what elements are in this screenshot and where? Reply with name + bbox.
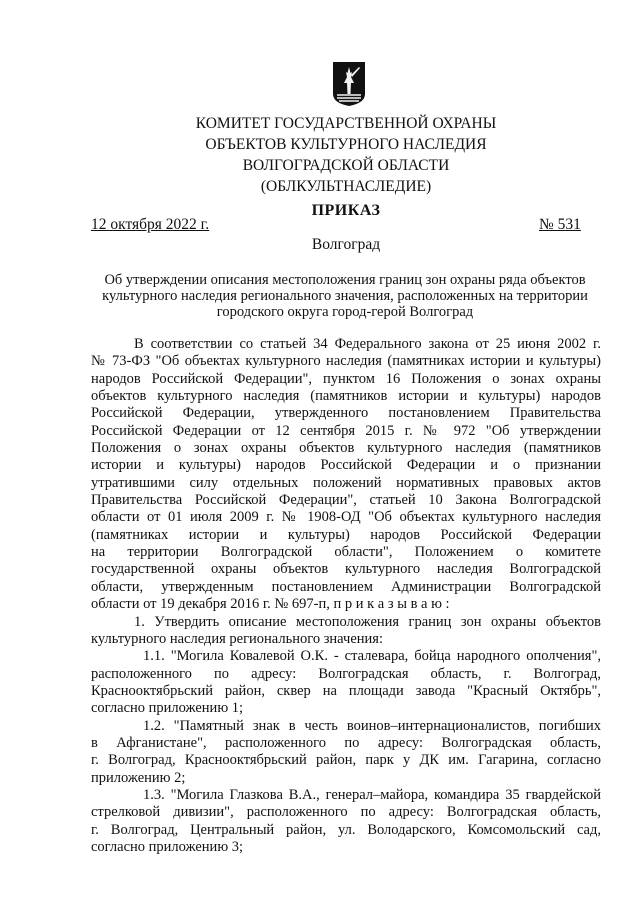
org-line: КОМИТЕТ ГОСУДАРСТВЕННОЙ ОХРАНЫ — [195, 115, 497, 132]
body-line: области от 01 июля 2009 г. № 1908-ОД "Об объектах культурного наследия — [91, 509, 601, 526]
org-line: ОБЪЕКТОВ КУЛЬТУРНОГО НАСЛЕДИЯ — [205, 136, 487, 153]
volgograd-emblem-icon — [332, 61, 366, 107]
body-line: (памятниках истории и культуры) народов Российской Федерации — [91, 526, 601, 543]
body-line: Краснооктябрьский район, сквер на площади завода "Красный Октябрь", — [91, 682, 601, 699]
order-title: ПРИКАЗ — [311, 202, 381, 219]
body-line: Российской Федерации от 12 сентября 2015 г. № 972 "Об утверждении — [91, 422, 601, 439]
order-number: № 531 — [539, 216, 581, 233]
order-subject — [90, 272, 600, 320]
body-line: 1.1. "Могила Ковалевой О.К. - сталевара, бойца народного ополчения", — [143, 648, 601, 665]
body-line: г. Волгоград, Краснооктябрьский район, парк у ДК им. Гагарина, согласно — [91, 752, 601, 769]
org-line: ВОЛГОГРАДСКОЙ ОБЛАСТИ — [242, 157, 450, 174]
body-line: народов Российской Федерации", пунктом 16 Положения о зонах охраны — [91, 370, 601, 387]
body-line: № 73-ФЗ "Об объектах культурного наследия (памятниках истории и культуры) — [91, 353, 601, 370]
organization-name — [0, 113, 640, 197]
body-line: на территории Волгоградской области", Положением о комитете — [91, 544, 601, 561]
body-line: Положения о зонах охраны объектов культурного наследия (памятников — [91, 440, 601, 457]
body-line: 1. Утвердить описание местоположения границ зон охраны объектов — [134, 613, 601, 630]
body-line: государственной охраны объектов культурного наследия Волгоградской — [91, 561, 601, 578]
body-line: приложению 2; — [91, 769, 186, 786]
body-line: области от 19 декабря 2016 г. № 697-п, п р и к а з ы в а ю : — [91, 596, 450, 613]
order-body — [91, 336, 601, 856]
order-date: 12 октября 2022 г. — [91, 216, 210, 233]
body-line: В соответствии со статьей 34 Федерального закона от 25 июня 2002 г. — [134, 336, 601, 352]
subject-line: городского округа город-герой Волгоград — [216, 304, 474, 320]
body-line: согласно приложению 3; — [91, 838, 244, 855]
body-line: области, утвержденным постановлением Администрации Волгоградской — [91, 578, 601, 595]
body-line: расположенного по адресу: Волгоградская область, г. Волгоград, — [91, 665, 601, 682]
body-line: культурного наследия регионального значения: — [91, 630, 383, 647]
body-line: истории и культуры) народов Российской Федерации и о признании — [91, 457, 601, 474]
body-line: Правительства Российской Федерации", статьей 10 Закона Волгоградской — [91, 492, 601, 509]
body-line: 1.3. "Могила Глазкова В.А., генерал–майора, командира 35 гвардейской — [143, 786, 601, 803]
body-line: в Афганистане", расположенного по адресу: Волгоградская область, — [91, 734, 601, 751]
org-line: (ОБЛКУЛЬТНАСЛЕДИЕ) — [260, 178, 432, 195]
subject-line: Об утверждении описания местоположения границ зон охраны ряда объектов — [104, 272, 586, 288]
body-line: Российской Федерации, утвержденного постановлением Правительства — [91, 405, 601, 422]
body-line: согласно приложению 1; — [91, 700, 244, 717]
subject-line: культурного наследия регионального значения, расположенных на территории — [102, 288, 588, 304]
body-line: утратившими силу отдельных положений нормативных правовых актов — [91, 474, 601, 491]
body-line: стрелковой дивизии", расположенного по адресу: Волгоградская область, — [91, 804, 601, 821]
body-line: 1.2. "Памятный знак в честь воинов–интернационалистов, погибших — [143, 717, 601, 734]
body-line: г. Волгоград, Центральный район, ул. Володарского, Комсомольский сад, — [91, 821, 601, 838]
order-city: Волгоград — [311, 236, 381, 253]
body-line: объектов культурного наследия (памятников истории и культуры) народов — [91, 388, 601, 405]
